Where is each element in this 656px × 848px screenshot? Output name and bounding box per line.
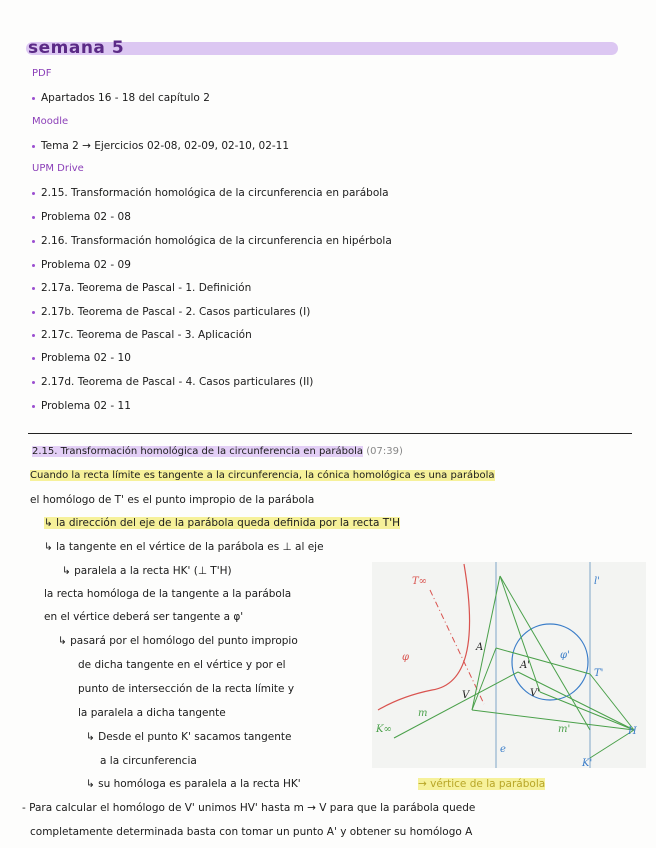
note-line: el homólogo de T' es el punto impropio de la parábola [30,494,315,506]
label: m [418,708,428,719]
note-line: la paralela a dicha tangente [78,707,226,719]
label: φ' [560,650,570,661]
homology-diagram [372,562,646,768]
bullet-icon [32,216,35,219]
list-item: Problema 02 - 10 [32,352,131,364]
list-item: Tema 2 → Ejercicios 02-08, 02-09, 02-10, 02-11 [32,140,289,152]
list-item: Problema 02 - 11 [32,400,131,412]
list-item: Problema 02 - 09 [32,259,131,271]
list-item: Problema 02 - 08 [32,211,131,223]
list-item: Apartados 16 - 18 del capítulo 2 [32,92,210,104]
note-line: ↳ pasará por el homólogo del punto impropio [58,635,298,647]
list-item: 2.17b. Teorema de Pascal - 2. Casos particulares (I) [32,306,310,318]
section-label-pdf: PDF [32,68,52,79]
note-line: ↳ paralela a la recta HK' (⊥ T'H) [62,565,232,577]
label: V [462,690,470,701]
label: K∞ [376,724,392,735]
timestamp: (07:39) [366,446,403,457]
note-line: en el vértice deberá ser tangente a φ' [44,611,244,623]
label: T∞ [412,576,427,587]
note-line: ↳ la tangente en el vértice de la parábola es ⊥ al eje [44,541,324,553]
label: K' [582,758,593,768]
label: l' [594,576,600,587]
bullet-icon [32,381,35,384]
bullet-icon [32,192,35,195]
notes-heading-row [32,446,403,457]
bullet-icon [32,311,35,314]
section-label-moodle: Moodle [32,116,69,127]
construction-lines [394,576,634,758]
vertex-annotation: → vértice de la parábola [418,778,546,790]
label: A' [520,660,530,671]
divider [28,433,632,434]
section-label-drive: UPM Drive [32,163,84,174]
label: m' [558,724,571,735]
list-item: 2.17c. Teorema de Pascal - 3. Aplicación [32,329,252,341]
bullet-icon [32,97,35,100]
note-line: - Para calcular el homólogo de V' unimos HV' hasta m → V para que la parábola quede [22,802,476,814]
note-line: la recta homóloga de la tangente a la parábola [44,588,292,600]
label: e [500,744,506,755]
list-item: 2.15. Transformación homológica de la circunferencia en parábola [32,187,389,199]
list-item: 2.17a. Teorema de Pascal - 1. Definición [32,282,251,294]
note-line: ↳ Desde el punto K' sacamos tangente [86,731,292,743]
note-line: a la circunferencia [100,755,197,767]
note-line: completamente determinada basta con tomar un punto A' y obtener su homólogo A [30,826,473,838]
notes-heading: 2.15. Transformación homológica de la circunferencia en parábola [32,446,364,457]
parabola-figure [372,562,646,768]
list-item: 2.17d. Teorema de Pascal - 4. Casos particulares (II) [32,376,313,388]
bullet-icon [32,334,35,337]
bullet-icon [32,405,35,408]
list-item: 2.16. Transformación homológica de la circunferencia en hipérbola [32,235,392,247]
page-title: semana 5 [28,38,125,58]
label: H [628,726,637,737]
bullet-icon [32,287,35,290]
bullet-icon [32,264,35,267]
bullet-icon [32,357,35,360]
label: T' [594,668,604,679]
note-line: Cuando la recta límite es tangente a la circunferencia, la cónica homológica es una parábola [30,470,495,481]
bullet-icon [32,240,35,243]
note-line: punto de intersección de la recta límite y [78,683,295,695]
note-line: ↳ su homóloga es paralela a la recta HK' [86,778,301,790]
bullet-icon [32,145,35,148]
label: A [476,642,484,653]
label: φ [402,652,410,663]
label: V' [530,688,540,699]
note-line: de dicha tangente en el vértice y por el [78,659,286,671]
note-line: ↳ la dirección del eje de la parábola queda definida por la recta T'H [44,517,400,529]
